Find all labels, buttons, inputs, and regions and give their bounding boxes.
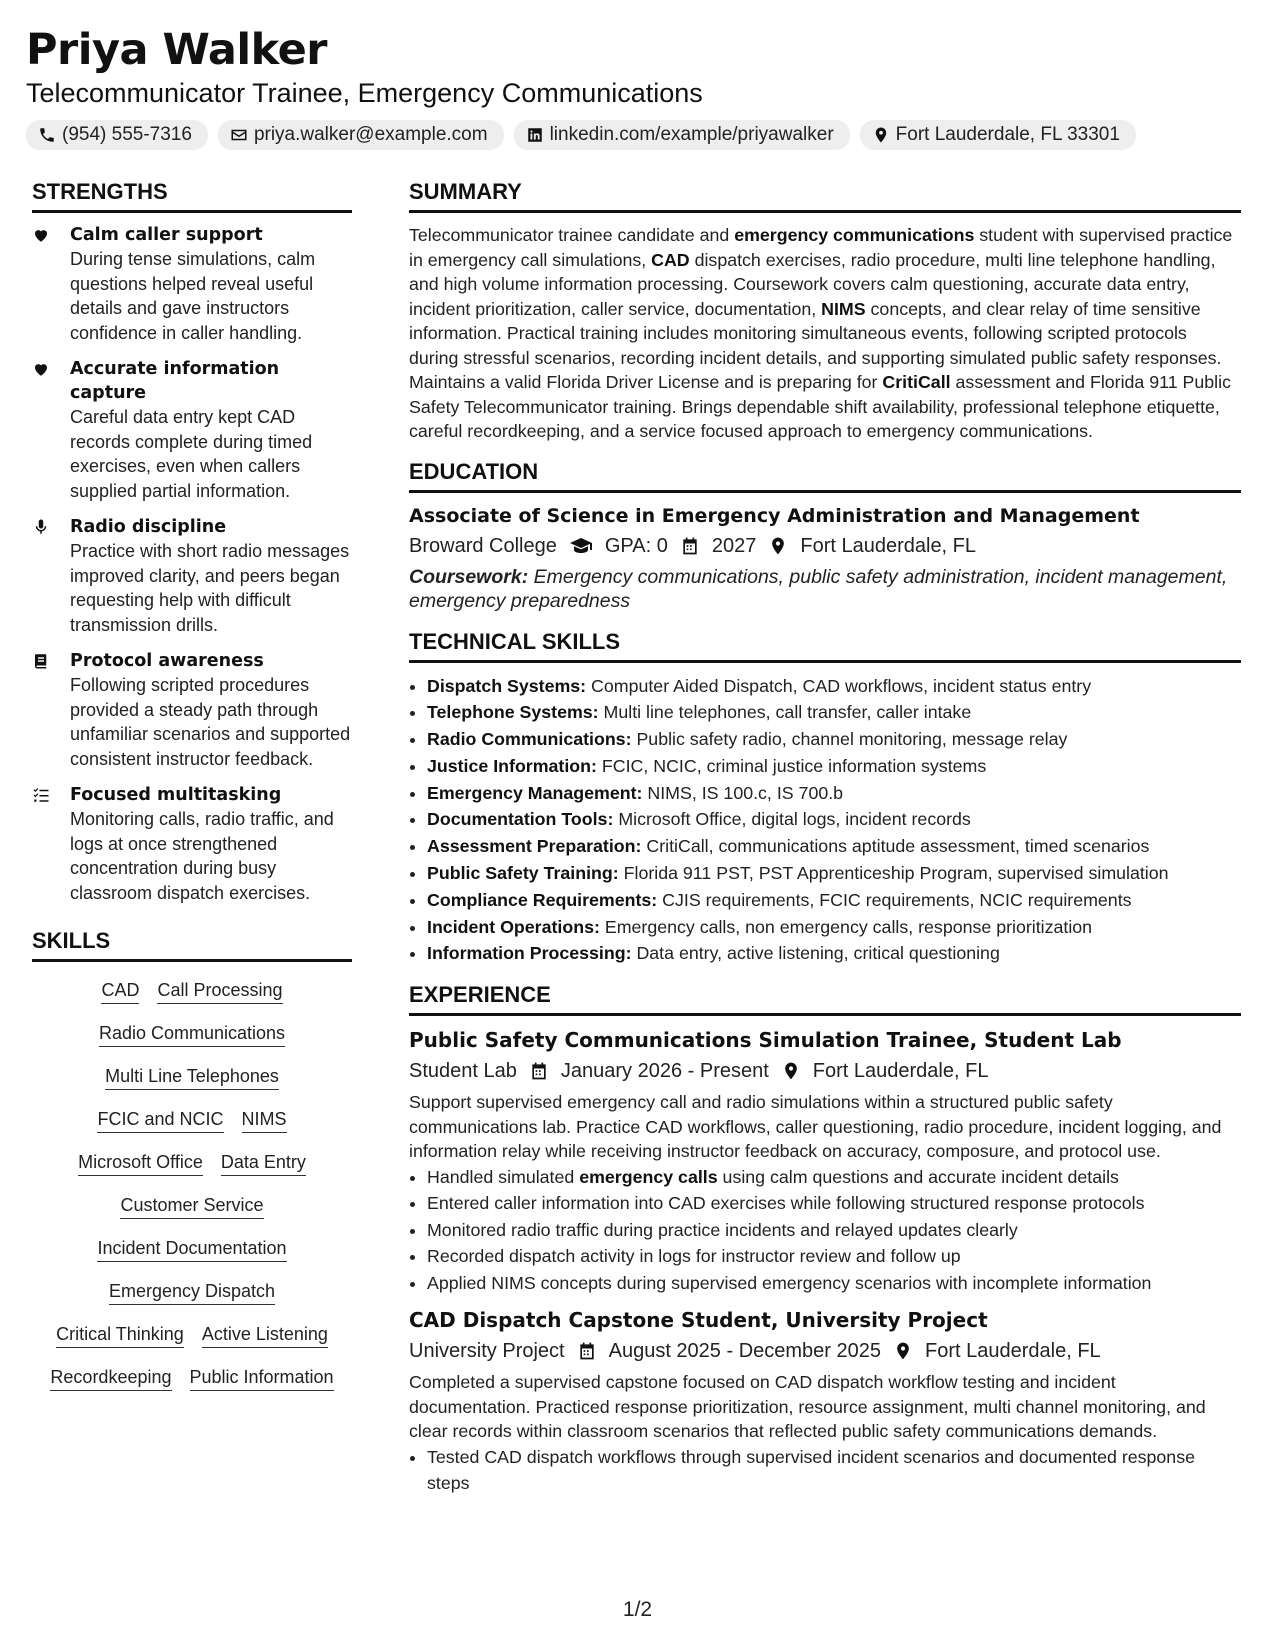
heart-icon: [32, 226, 50, 244]
job-description: Support supervised emergency call and radio simulations within a structured public safety communications lab. Practice CAD workflows, caller questioning, radio procedure, incident logging, and information relay while receiving instructor feedback on accuracy, composure, and protocol use.: [409, 1092, 1222, 1162]
map-pin-icon: [768, 536, 788, 556]
contact-email-text: priya.walker@example.com: [253, 124, 488, 145]
calendar-icon: [577, 1341, 597, 1361]
tech-skill-item: [427, 726, 1241, 753]
job-bullets: [409, 1444, 1241, 1497]
job-bullets: [409, 1164, 1241, 1297]
contact-linkedin[interactable]: [514, 120, 850, 150]
strength-desc: Monitoring calls, radio traffic, and logs at once strengthened concentration during busy classroom dispatch exercises.: [70, 809, 334, 903]
skill-tag: Emergency Dispatch: [109, 1279, 275, 1305]
tech-skill-label: Radio Communications:: [427, 729, 632, 750]
calendar-icon: [529, 1061, 549, 1081]
tech-skill-item: [427, 833, 1241, 860]
job-org: Student Lab: [409, 1060, 517, 1083]
candidate-name: Priya Walker: [26, 25, 327, 75]
strength-title: Accurate information capture: [70, 359, 280, 403]
tech-skill-item: [427, 914, 1241, 941]
skill-tag: NIMS: [242, 1107, 287, 1133]
book-icon: [32, 652, 50, 670]
summary-segment: student with supervised practice in emergency call simulations,: [409, 225, 1233, 270]
degree-title: Associate of Science in Emergency Administration and Management: [409, 504, 1140, 527]
right-column: [409, 178, 1241, 1507]
bullet-keyword: emergency calls: [579, 1166, 718, 1187]
contact-location-text: Fort Lauderdale, FL 33301: [895, 124, 1120, 145]
skill-tag: Incident Documentation: [97, 1236, 286, 1262]
linkedin-icon: [526, 126, 544, 144]
skill-tag: Recordkeeping: [50, 1365, 171, 1391]
tech-skill-item: [427, 860, 1241, 887]
summary-keyword: emergency communications: [734, 225, 975, 245]
tech-skill-text: Multi line telephones, call transfer, caller intake: [598, 702, 972, 723]
tech-skill-item: [427, 699, 1241, 726]
tech-skill-text: Emergency calls, non emergency calls, response prioritization: [599, 916, 1093, 937]
tech-skill-text: CJIS requirements, FCIC requirements, NCIC requirements: [657, 889, 1132, 910]
contact-phone[interactable]: [26, 120, 208, 150]
job-description: Completed a supervised capstone focused on CAD dispatch workflow testing and incident documentation. Practiced response prioritization, resource assignment, multi channel monitoring, and clear records within classroom scenarios that reflected public safety communications demands.: [409, 1372, 1206, 1442]
skills-heading: SKILLS: [32, 927, 352, 962]
strength-desc: During tense simulations, calm questions helped reveal useful details and gave instructors confidence in caller handling.: [70, 249, 316, 343]
contact-email[interactable]: [218, 120, 504, 150]
contact-linkedin-text: linkedin.com/example/priyawalker: [549, 124, 834, 145]
skill-tag: Multi Line Telephones: [105, 1064, 279, 1090]
strength-desc: Practice with short radio messages improved clarity, and peers began requesting help with difficult transmission drills.: [70, 541, 350, 635]
summary-keyword: CritiCall: [882, 372, 951, 392]
skill-tag: Critical Thinking: [56, 1322, 184, 1348]
heart-icon: [32, 360, 50, 378]
job-bullet: • Tested CAD dispatch workflows through supervised incident scenarios and documented response steps: [427, 1444, 1241, 1497]
job-title: CAD Dispatch Capstone Student, University Project: [409, 1308, 988, 1333]
tech-skill-label: Information Processing:: [427, 943, 632, 964]
tech-skill-item: [427, 753, 1241, 780]
job-bullet: • Entered caller information into CAD exercises while following structured response protocols: [427, 1190, 1241, 1217]
tech-skill-text: Computer Aided Dispatch, CAD workflows, incident status entry: [586, 675, 1092, 696]
resume-header: [26, 24, 1249, 150]
map-pin-icon: [872, 126, 890, 144]
map-pin-icon: [781, 1061, 801, 1081]
tech-skill-item: [427, 940, 1241, 967]
tech-skill-text: Florida 911 PST, PST Apprenticeship Program, supervised simulation: [618, 863, 1169, 884]
tech-skill-label: Public Safety Training:: [427, 863, 619, 884]
left-column: [32, 178, 352, 1391]
page-number: 1/2: [622, 1598, 653, 1621]
job-entry: [409, 1306, 1241, 1497]
job-location: Fort Lauderdale, FL: [925, 1340, 1101, 1363]
candidate-title: Telecommunicator Trainee, Emergency Communications: [26, 78, 703, 108]
graduation-cap-icon: [569, 534, 593, 558]
tech-skill-label: Justice Information:: [427, 755, 597, 776]
experience-heading: EXPERIENCE: [409, 981, 1241, 1016]
coursework-label: Coursework:: [409, 565, 529, 588]
skill-tag: Public Information: [190, 1365, 334, 1391]
strength-item: [32, 649, 352, 771]
summary-segment: dispatch exercises, radio procedure, multi line telephone handling, and high volume information processing. Coursework covers calm questioning, accurate data entry, incident prioritization, caller service, documentation,: [409, 249, 1216, 319]
tech-skill-text: Data entry, active listening, critical questioning: [631, 943, 1000, 964]
coursework: [409, 565, 1241, 614]
strength-desc: Careful data entry kept CAD records complete during timed exercises, even when callers supplied partial information.: [70, 407, 313, 501]
summary-segment: Telecommunicator trainee candidate and: [409, 225, 735, 245]
summary-heading: SUMMARY: [409, 178, 1241, 213]
education-meta: [409, 531, 1241, 561]
tech-skill-text: FCIC, NCIC, criminal justice information systems: [596, 755, 987, 776]
tech-skill-label: Telephone Systems:: [427, 702, 599, 723]
tech-skill-label: Emergency Management:: [427, 782, 643, 803]
summary-segment: concepts, and clear relay of time sensitive information. Practical training includes monitoring simultaneous events, following scripted protocols during stressful scenarios, recording incident details, and supporting simulated public safety responses. Maintains a valid Florida Driver License and is preparing for: [409, 298, 1222, 392]
skill-tag: Customer Service: [120, 1193, 263, 1219]
job-bullet: • Monitored radio traffic during practice incidents and relayed updates clearly: [427, 1217, 1241, 1244]
job-bullet: • Applied NIMS concepts during supervised emergency scenarios with incomplete information: [427, 1270, 1241, 1297]
strength-title: Calm caller support: [70, 225, 263, 245]
strength-title: Focused multitasking: [70, 785, 282, 805]
skill-tag: Radio Communications: [99, 1021, 285, 1047]
summary-keyword: NIMS: [821, 298, 866, 319]
job-title: Public Safety Communications Simulation Trainee, Student Lab: [409, 1028, 1122, 1053]
strength-item: [32, 515, 352, 637]
skill-tag: Call Processing: [157, 978, 282, 1004]
gpa-value: GPA: 0: [604, 534, 668, 557]
strength-item: [32, 223, 352, 345]
job-location: Fort Lauderdale, FL: [812, 1060, 989, 1083]
strength-item: [32, 783, 352, 905]
skill-tag: Microsoft Office: [78, 1150, 203, 1176]
strength-desc: Following scripted procedures provided a steady path through unfamiliar scenarios and supported consistent instructor feedback.: [70, 675, 351, 769]
job-meta: [409, 1336, 1241, 1366]
envelope-icon: [230, 126, 248, 144]
tech-skill-text: CritiCall, communications aptitude assessment, timed scenarios: [641, 836, 1150, 857]
microphone-icon: [32, 518, 50, 536]
tech-skill-item: [427, 673, 1241, 700]
summary-text: [409, 223, 1241, 444]
bullet-segment: using calm questions and accurate incident details: [717, 1166, 1119, 1187]
school-name: Broward College: [409, 534, 557, 557]
job-dates: August 2025 - December 2025: [608, 1340, 882, 1363]
contact-location[interactable]: [860, 120, 1136, 150]
skills-list: [32, 972, 352, 1391]
technical-skills-list: [409, 673, 1241, 968]
job-bullet: [427, 1164, 1241, 1191]
tech-skill-item: [427, 887, 1241, 914]
tech-skill-label: Assessment Preparation:: [427, 836, 642, 857]
graduation-year: 2027: [711, 534, 757, 557]
coursework-text: Emergency communications, public safety administration, incident management, emergency preparedness: [409, 565, 1228, 612]
calendar-icon: [680, 536, 700, 556]
tech-skill-label: Incident Operations:: [427, 916, 600, 937]
school-location: Fort Lauderdale, FL: [800, 534, 977, 557]
contact-bar: [26, 120, 1249, 150]
tech-skill-label: Compliance Requirements:: [427, 889, 658, 910]
strength-item: [32, 357, 352, 503]
tech-skill-item: [427, 780, 1241, 807]
job-entry: [409, 1026, 1241, 1296]
job-meta: [409, 1056, 1241, 1086]
summary-segment: assessment and Florida 911 Public Safety Telecommunicator training. Brings dependable shift availability, professional telephone etiquette, careful recordkeeping, and a service focused approach to emergency communications.: [409, 372, 1231, 441]
summary-keyword: CAD: [651, 249, 690, 270]
tech-skill-text: NIMS, IS 100.c, IS 700.b: [642, 782, 844, 803]
skill-tag: Active Listening: [202, 1322, 328, 1348]
contact-phone-text: (954) 555-7316: [62, 124, 192, 145]
tech-skill-item: [427, 806, 1241, 833]
technical-skills-heading: TECHNICAL SKILLS: [409, 628, 1241, 663]
skill-tag: Data Entry: [221, 1150, 306, 1176]
tech-skill-label: Dispatch Systems:: [427, 675, 587, 696]
list-check-icon: [32, 786, 50, 804]
tech-skill-text: Microsoft Office, digital logs, incident records: [613, 809, 971, 830]
tech-skill-text: Public safety radio, channel monitoring, message relay: [631, 729, 1068, 750]
phone-icon: [38, 126, 56, 144]
tech-skill-label: Documentation Tools:: [427, 809, 614, 830]
map-pin-icon: [893, 1341, 913, 1361]
skill-tag: CAD: [101, 978, 139, 1004]
job-org: University Project: [409, 1340, 565, 1363]
skill-tag: FCIC and NCIC: [97, 1107, 223, 1133]
strength-title: Protocol awareness: [70, 651, 264, 671]
strengths-heading: STRENGTHS: [32, 178, 352, 213]
strength-title: Radio discipline: [70, 517, 227, 537]
job-bullet: • Recorded dispatch activity in logs for instructor review and follow up: [427, 1243, 1241, 1270]
job-dates: January 2026 - Present: [560, 1060, 769, 1083]
bullet-segment: Handled simulated: [427, 1166, 580, 1187]
education-heading: EDUCATION: [409, 458, 1241, 493]
